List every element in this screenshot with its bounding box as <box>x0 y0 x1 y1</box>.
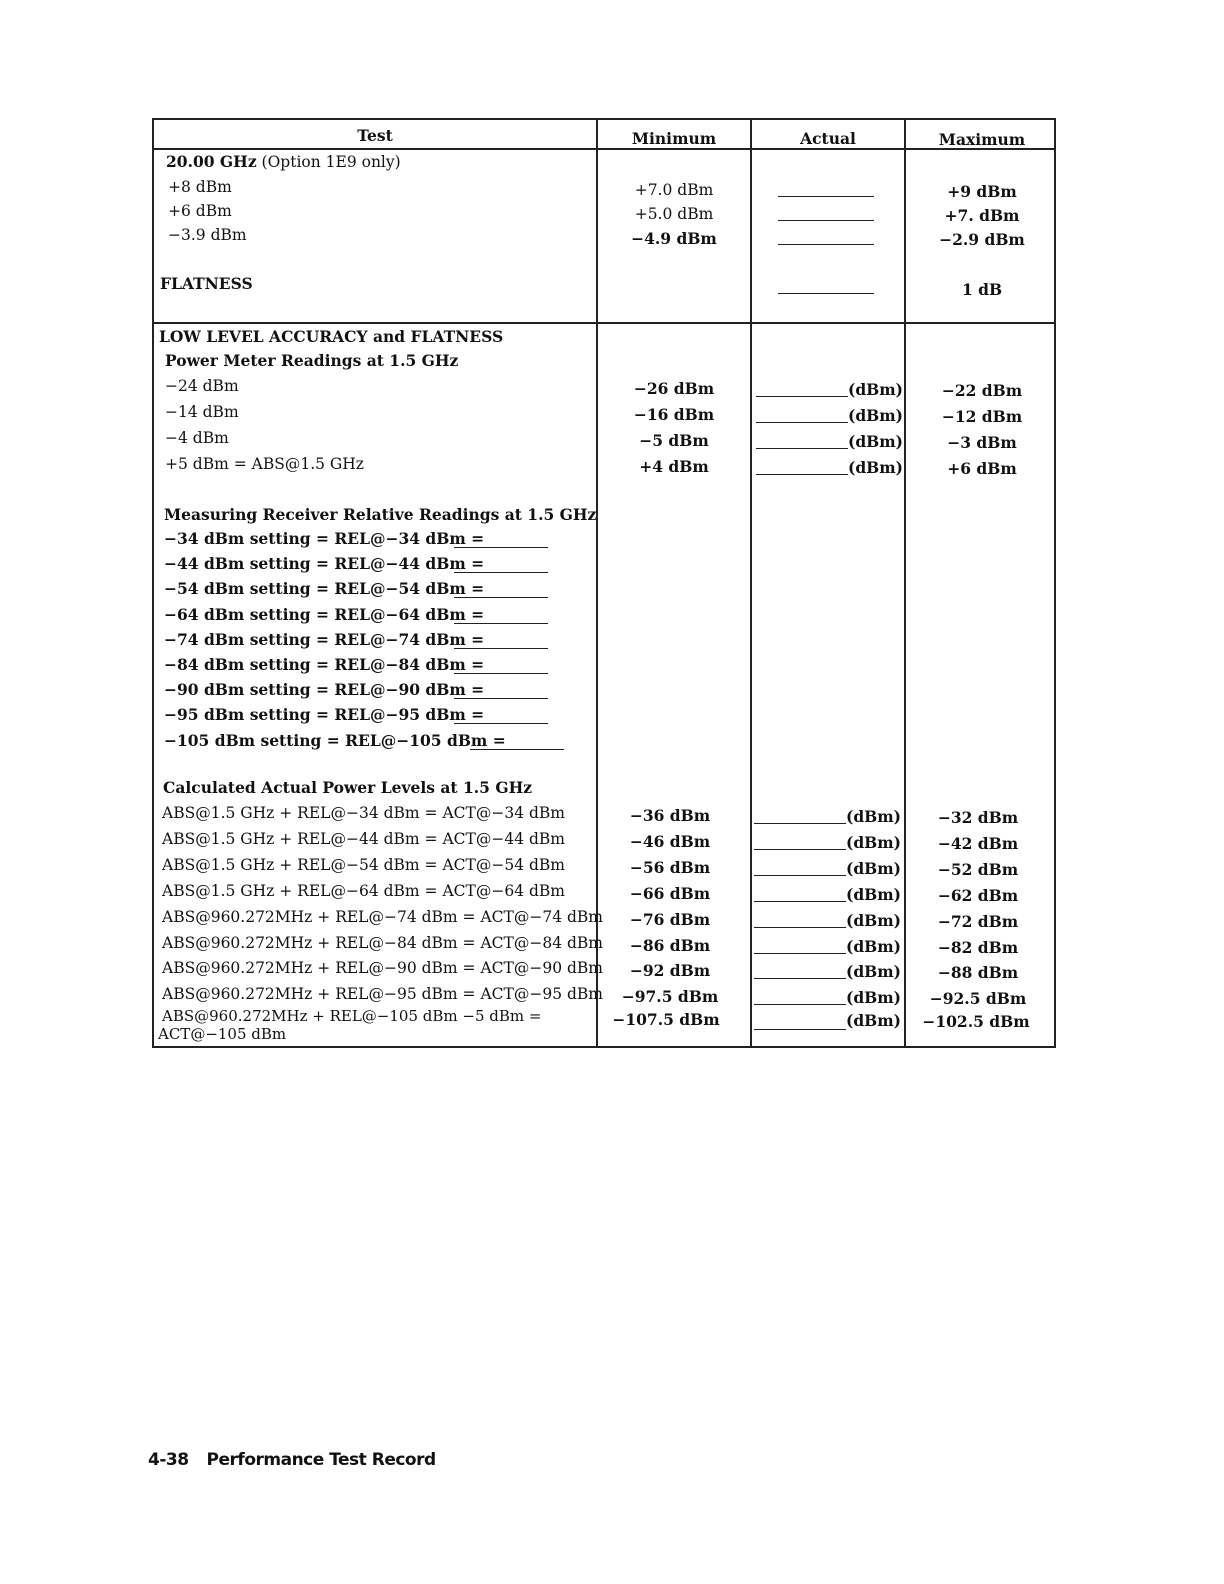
power-meter-title: Power Meter Readings at 1.5 GHz <box>165 351 459 370</box>
actual-unit: (dBm) <box>846 832 902 852</box>
actual-blank <box>754 823 846 824</box>
header-minimum: Minimum <box>631 129 717 148</box>
actual-blank <box>778 196 874 197</box>
actual-blank <box>754 927 846 928</box>
minimum-cell: −5 dBm <box>639 431 709 450</box>
actual-blank <box>756 474 848 475</box>
minimum-cell: −46 dBm <box>629 831 711 851</box>
actual-blank <box>754 978 846 979</box>
minimum-cell: +4 dBm <box>639 457 709 476</box>
actual-blank <box>778 220 874 221</box>
test-cell: ABS@1.5 GHz + REL@−34 dBm = ACT@−34 dBm <box>162 804 565 822</box>
actual-unit: (dBm) <box>846 884 902 904</box>
low-level-accuracy-title: LOW LEVEL ACCURACY and FLATNESS <box>159 327 504 346</box>
page-footer <box>148 1450 436 1470</box>
measuring-receiver-title: Measuring Receiver Relative Readings at 1.5 GHz <box>164 505 597 524</box>
maximum-cell: −2.9 dBm <box>939 230 1025 249</box>
minimum-cell: −76 dBm <box>629 909 711 929</box>
relative-reading-blank <box>470 749 564 750</box>
maximum-cell: −72 dBm <box>937 911 1019 931</box>
test-cell: ABS@960.272MHz + REL@−105 dBm −5 dBm = <box>162 1007 542 1025</box>
relative-reading-blank <box>454 723 548 724</box>
performance-test-record-table <box>152 118 1056 1048</box>
relative-reading-label: −54 dBm setting = REL@−54 dBm = <box>164 579 485 599</box>
test-cell: ABS@960.272MHz + REL@−74 dBm = ACT@−74 dBm <box>162 907 604 926</box>
maximum-cell: −102.5 dBm <box>922 1012 1030 1031</box>
relative-reading-label: −34 dBm setting = REL@−34 dBm = <box>164 529 485 548</box>
minimum-cell: −92 dBm <box>629 961 711 981</box>
actual-unit: (dBm) <box>846 1011 902 1030</box>
maximum-cell: −22 dBm <box>941 381 1023 400</box>
relative-reading-label: −105 dBm setting = REL@−105 dBm = <box>164 730 506 750</box>
maximum-cell: +9 dBm <box>947 182 1017 201</box>
minimum-cell: −97.5 dBm <box>621 987 719 1007</box>
column-divider <box>750 120 752 1046</box>
relative-reading-blank <box>454 572 548 573</box>
flatness-label: FLATNESS <box>160 274 253 293</box>
test-cell: ABS@960.272MHz + REL@−84 dBm = ACT@−84 dBm <box>162 933 604 952</box>
relative-reading-blank <box>454 698 548 699</box>
actual-unit: (dBm) <box>846 807 902 826</box>
actual-unit: (dBm) <box>846 910 902 930</box>
relative-reading-label: −84 dBm setting = REL@−84 dBm = <box>164 655 485 674</box>
test-cell: ABS@960.272MHz + REL@−90 dBm = ACT@−90 dBm <box>162 959 604 978</box>
minimum-cell: −26 dBm <box>633 379 715 398</box>
actual-blank <box>756 396 848 397</box>
test-cell: ABS@1.5 GHz + REL@−44 dBm = ACT@−44 dBm <box>162 829 565 848</box>
actual-blank <box>754 1004 846 1005</box>
test-cell: −3.9 dBm <box>168 226 247 244</box>
test-cell: +6 dBm <box>168 202 232 220</box>
calculated-title: Calculated Actual Power Levels at 1.5 GHz <box>163 778 533 797</box>
relative-reading-blank <box>454 648 548 649</box>
actual-blank <box>754 901 846 902</box>
actual-unit: (dBm) <box>846 936 902 956</box>
actual-unit: (dBm) <box>846 988 902 1008</box>
actual-blank <box>754 875 846 876</box>
actual-blank <box>754 1029 846 1030</box>
test-cell: ABS@1.5 GHz + REL@−54 dBm = ACT@−54 dBm <box>162 855 565 874</box>
minimum-cell: +5.0 dBm <box>634 205 714 223</box>
relative-reading-label: −64 dBm setting = REL@−64 dBm = <box>164 604 485 624</box>
maximum-cell: −88 dBm <box>937 963 1019 983</box>
header-test: Test <box>357 126 393 145</box>
relative-reading-label: −90 dBm setting = REL@−90 dBm = <box>164 680 485 700</box>
actual-unit: (dBm) <box>848 380 904 399</box>
maximum-cell: +6 dBm <box>947 459 1017 478</box>
relative-reading-label: −95 dBm setting = REL@−95 dBm = <box>164 705 485 725</box>
maximum-cell: −12 dBm <box>941 407 1023 426</box>
actual-blank <box>778 293 874 294</box>
section-divider <box>154 322 1054 324</box>
minimum-cell: −36 dBm <box>629 806 711 825</box>
actual-unit: (dBm) <box>848 458 904 477</box>
test-cell: −24 dBm <box>165 377 239 395</box>
test-cell-cont: ACT@−105 dBm <box>158 1025 287 1043</box>
test-cell: +8 dBm <box>168 178 232 196</box>
header-maximum: Maximum <box>938 130 1026 149</box>
relative-reading-label: −44 dBm setting = REL@−44 dBm = <box>164 554 485 574</box>
test-cell: −4 dBm <box>165 429 229 447</box>
section-20ghz-title: 20.00 GHz (Option 1E9 only) <box>166 152 401 171</box>
actual-unit: (dBm) <box>848 406 904 425</box>
minimum-cell: −16 dBm <box>633 405 715 424</box>
test-cell: ABS@1.5 GHz + REL@−64 dBm = ACT@−64 dBm <box>162 881 565 900</box>
actual-blank <box>754 849 846 850</box>
flatness-maximum: 1 dB <box>961 280 1003 299</box>
actual-blank <box>778 244 874 245</box>
test-cell: ABS@960.272MHz + REL@−95 dBm = ACT@−95 dBm <box>162 985 604 1004</box>
actual-blank <box>756 422 848 423</box>
relative-reading-blank <box>454 623 548 624</box>
footer-title: Performance Test Record <box>206 1450 436 1470</box>
maximum-cell: −32 dBm <box>937 808 1019 827</box>
test-cell: +5 dBm = ABS@1.5 GHz <box>165 455 364 473</box>
maximum-cell: +7. dBm <box>944 206 1020 225</box>
maximum-cell: −42 dBm <box>937 833 1019 853</box>
relative-reading-label: −74 dBm setting = REL@−74 dBm = <box>164 629 485 649</box>
actual-unit: (dBm) <box>848 432 904 451</box>
minimum-cell: −56 dBm <box>629 857 711 877</box>
maximum-cell: −82 dBm <box>937 937 1019 957</box>
maximum-cell: −3 dBm <box>947 433 1017 452</box>
relative-reading-blank <box>454 547 548 548</box>
test-cell: −14 dBm <box>165 403 239 421</box>
minimum-cell: −86 dBm <box>629 935 711 955</box>
minimum-cell: −107.5 dBm <box>612 1010 720 1029</box>
actual-blank <box>754 953 846 954</box>
relative-reading-blank <box>454 597 548 598</box>
column-divider <box>904 120 906 1046</box>
relative-reading-blank <box>454 673 548 674</box>
maximum-cell: −62 dBm <box>937 885 1019 905</box>
actual-blank <box>756 448 848 449</box>
minimum-cell: −66 dBm <box>629 883 711 903</box>
page-number: 4-38 <box>148 1450 189 1470</box>
maximum-cell: −52 dBm <box>937 859 1019 879</box>
maximum-cell: −92.5 dBm <box>929 989 1027 1009</box>
minimum-cell: +7.0 dBm <box>634 181 714 199</box>
actual-unit: (dBm) <box>846 962 902 982</box>
header-actual: Actual <box>800 129 856 148</box>
minimum-cell: −4.9 dBm <box>631 229 717 248</box>
actual-unit: (dBm) <box>846 858 902 878</box>
